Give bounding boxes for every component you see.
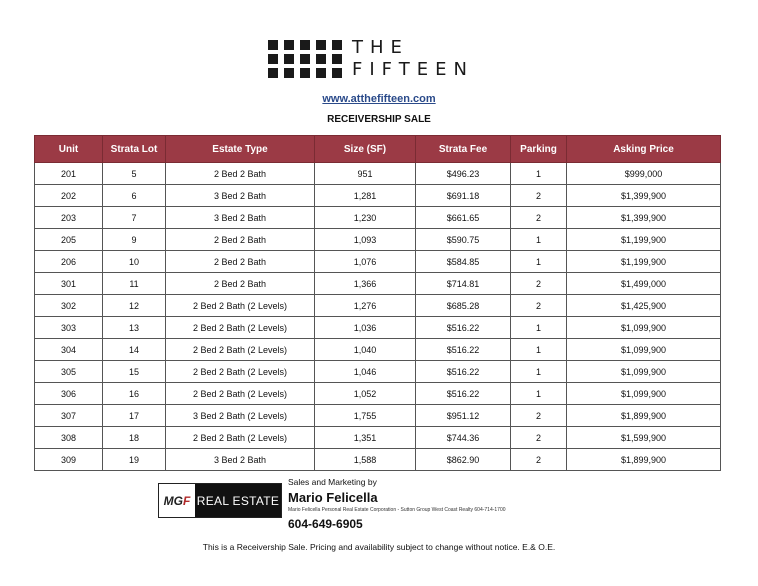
cell-asking-price: $1,499,000 bbox=[567, 273, 721, 295]
cell-size: 1,281 bbox=[315, 185, 416, 207]
col-header-unit: Unit bbox=[35, 136, 103, 163]
col-header-parking: Parking bbox=[511, 136, 567, 163]
col-header-strata-lot: Strata Lot bbox=[103, 136, 166, 163]
logo-wordmark bbox=[352, 38, 474, 80]
cell-asking-price: $1,099,900 bbox=[567, 361, 721, 383]
cell-strata-fee: $744.36 bbox=[416, 427, 511, 449]
cell-asking-price: $1,399,900 bbox=[567, 207, 721, 229]
cell-asking-price: $1,399,900 bbox=[567, 185, 721, 207]
cell-strata-fee: $951.12 bbox=[416, 405, 511, 427]
cell-strata-fee: $661.65 bbox=[416, 207, 511, 229]
cell-strata-fee: $516.22 bbox=[416, 361, 511, 383]
logo-dot-grid-icon bbox=[268, 40, 342, 78]
cell-strata-fee: $691.18 bbox=[416, 185, 511, 207]
cell-estate-type: 2 Bed 2 Bath (2 Levels) bbox=[166, 361, 315, 383]
cell-strata-lot: 19 bbox=[103, 449, 166, 471]
cell-strata-fee: $685.28 bbox=[416, 295, 511, 317]
col-header-strata-fee: Strata Fee bbox=[416, 136, 511, 163]
cell-size: 1,036 bbox=[315, 317, 416, 339]
col-header-asking-price: Asking Price bbox=[567, 136, 721, 163]
cell-asking-price: $1,899,900 bbox=[567, 405, 721, 427]
cell-size: 1,040 bbox=[315, 339, 416, 361]
cell-asking-price: $1,099,900 bbox=[567, 339, 721, 361]
cell-size: 1,052 bbox=[315, 383, 416, 405]
table-row bbox=[35, 339, 721, 361]
cell-size: 1,755 bbox=[315, 405, 416, 427]
cell-unit: 301 bbox=[35, 273, 103, 295]
cell-strata-lot: 13 bbox=[103, 317, 166, 339]
cell-size: 1,276 bbox=[315, 295, 416, 317]
cell-parking: 2 bbox=[511, 273, 567, 295]
sales-info bbox=[288, 477, 506, 531]
cell-parking: 2 bbox=[511, 405, 567, 427]
cell-unit: 307 bbox=[35, 405, 103, 427]
table-row bbox=[35, 405, 721, 427]
agent-name: Mario Felicella bbox=[288, 490, 378, 505]
agent-details: Mario Felicella Personal Real Estate Corporation - Sutton Group West Coast Realty 604-714-1700 bbox=[288, 507, 506, 513]
cell-strata-fee: $496.23 bbox=[416, 163, 511, 185]
cell-unit: 206 bbox=[35, 251, 103, 273]
cell-strata-fee: $584.85 bbox=[416, 251, 511, 273]
cell-parking: 2 bbox=[511, 185, 567, 207]
cell-strata-fee: $516.22 bbox=[416, 383, 511, 405]
cell-parking: 2 bbox=[511, 207, 567, 229]
cell-estate-type: 2 Bed 2 Bath (2 Levels) bbox=[166, 427, 315, 449]
cell-parking: 1 bbox=[511, 229, 567, 251]
cell-strata-fee: $862.90 bbox=[416, 449, 511, 471]
cell-unit: 306 bbox=[35, 383, 103, 405]
cell-unit: 203 bbox=[35, 207, 103, 229]
table-row bbox=[35, 449, 721, 471]
cell-strata-lot: 10 bbox=[103, 251, 166, 273]
cell-strata-lot: 14 bbox=[103, 339, 166, 361]
table-row bbox=[35, 295, 721, 317]
cell-strata-fee: $714.81 bbox=[416, 273, 511, 295]
cell-unit: 202 bbox=[35, 185, 103, 207]
cell-parking: 1 bbox=[511, 361, 567, 383]
agent-phone: 604-649-6905 bbox=[288, 517, 363, 531]
table-row bbox=[35, 229, 721, 251]
cell-strata-fee: $516.22 bbox=[416, 317, 511, 339]
table-row bbox=[35, 185, 721, 207]
cell-estate-type: 2 Bed 2 Bath bbox=[166, 251, 315, 273]
cell-estate-type: 3 Bed 2 Bath bbox=[166, 185, 315, 207]
sales-label: Sales and Marketing by bbox=[288, 477, 377, 487]
table-row bbox=[35, 163, 721, 185]
cell-strata-lot: 12 bbox=[103, 295, 166, 317]
table-row bbox=[35, 427, 721, 449]
cell-asking-price: $1,899,900 bbox=[567, 449, 721, 471]
cell-estate-type: 3 Bed 2 Bath bbox=[166, 449, 315, 471]
cell-unit: 302 bbox=[35, 295, 103, 317]
cell-parking: 2 bbox=[511, 295, 567, 317]
cell-parking: 2 bbox=[511, 427, 567, 449]
cell-strata-lot: 18 bbox=[103, 427, 166, 449]
cell-asking-price: $1,199,900 bbox=[567, 251, 721, 273]
cell-unit: 308 bbox=[35, 427, 103, 449]
cell-strata-lot: 6 bbox=[103, 185, 166, 207]
website-link[interactable]: www.atthefifteen.com bbox=[322, 93, 436, 105]
table-row bbox=[35, 207, 721, 229]
units-table bbox=[34, 135, 721, 471]
cell-strata-lot: 5 bbox=[103, 163, 166, 185]
cell-estate-type: 3 Bed 2 Bath bbox=[166, 207, 315, 229]
cell-estate-type: 2 Bed 2 Bath (2 Levels) bbox=[166, 295, 315, 317]
cell-strata-fee: $590.75 bbox=[416, 229, 511, 251]
logo-line-1: THE bbox=[352, 37, 409, 58]
cell-size: 951 bbox=[315, 163, 416, 185]
cell-strata-fee: $516.22 bbox=[416, 339, 511, 361]
cell-estate-type: 2 Bed 2 Bath bbox=[166, 163, 315, 185]
real-estate-text: REAL ESTATE bbox=[195, 484, 281, 517]
cell-asking-price: $1,425,900 bbox=[567, 295, 721, 317]
disclaimer: This is a Receivership Sale. Pricing and availability subject to change without notice. E.& O.E. bbox=[202, 542, 556, 552]
page-subtitle: RECEIVERSHIP SALE bbox=[327, 114, 431, 125]
cell-size: 1,093 bbox=[315, 229, 416, 251]
cell-parking: 1 bbox=[511, 251, 567, 273]
cell-parking: 1 bbox=[511, 339, 567, 361]
cell-asking-price: $1,599,900 bbox=[567, 427, 721, 449]
cell-estate-type: 2 Bed 2 Bath (2 Levels) bbox=[166, 339, 315, 361]
cell-strata-lot: 15 bbox=[103, 361, 166, 383]
mgf-real-estate-logo bbox=[158, 483, 282, 518]
table-header-row bbox=[35, 136, 721, 163]
cell-asking-price: $1,099,900 bbox=[567, 317, 721, 339]
logo-line-2: FIFTEEN bbox=[352, 59, 474, 80]
cell-estate-type: 2 Bed 2 Bath bbox=[166, 229, 315, 251]
cell-size: 1,588 bbox=[315, 449, 416, 471]
cell-strata-lot: 7 bbox=[103, 207, 166, 229]
table-row bbox=[35, 383, 721, 405]
table-row bbox=[35, 317, 721, 339]
cell-strata-lot: 16 bbox=[103, 383, 166, 405]
cell-unit: 309 bbox=[35, 449, 103, 471]
cell-estate-type: 2 Bed 2 Bath (2 Levels) bbox=[166, 383, 315, 405]
table-row bbox=[35, 361, 721, 383]
cell-strata-lot: 17 bbox=[103, 405, 166, 427]
cell-asking-price: $999,000 bbox=[567, 163, 721, 185]
cell-unit: 304 bbox=[35, 339, 103, 361]
cell-unit: 201 bbox=[35, 163, 103, 185]
cell-size: 1,076 bbox=[315, 251, 416, 273]
cell-asking-price: $1,099,900 bbox=[567, 383, 721, 405]
cell-parking: 1 bbox=[511, 383, 567, 405]
cell-asking-price: $1,199,900 bbox=[567, 229, 721, 251]
col-header-estate-type: Estate Type bbox=[166, 136, 315, 163]
cell-estate-type: 2 Bed 2 Bath (2 Levels) bbox=[166, 317, 315, 339]
cell-unit: 205 bbox=[35, 229, 103, 251]
cell-size: 1,046 bbox=[315, 361, 416, 383]
cell-parking: 2 bbox=[511, 449, 567, 471]
cell-size: 1,351 bbox=[315, 427, 416, 449]
cell-unit: 303 bbox=[35, 317, 103, 339]
table-row bbox=[35, 251, 721, 273]
cell-parking: 1 bbox=[511, 317, 567, 339]
col-header-size: Size (SF) bbox=[315, 136, 416, 163]
table-row bbox=[35, 273, 721, 295]
cell-size: 1,366 bbox=[315, 273, 416, 295]
cell-estate-type: 3 Bed 2 Bath (2 Levels) bbox=[166, 405, 315, 427]
the-fifteen-logo bbox=[268, 38, 474, 80]
mgf-mark: MG F bbox=[159, 484, 195, 517]
table-body bbox=[35, 163, 721, 471]
cell-strata-lot: 9 bbox=[103, 229, 166, 251]
cell-strata-lot: 11 bbox=[103, 273, 166, 295]
cell-size: 1,230 bbox=[315, 207, 416, 229]
cell-parking: 1 bbox=[511, 163, 567, 185]
cell-estate-type: 2 Bed 2 Bath bbox=[166, 273, 315, 295]
cell-unit: 305 bbox=[35, 361, 103, 383]
